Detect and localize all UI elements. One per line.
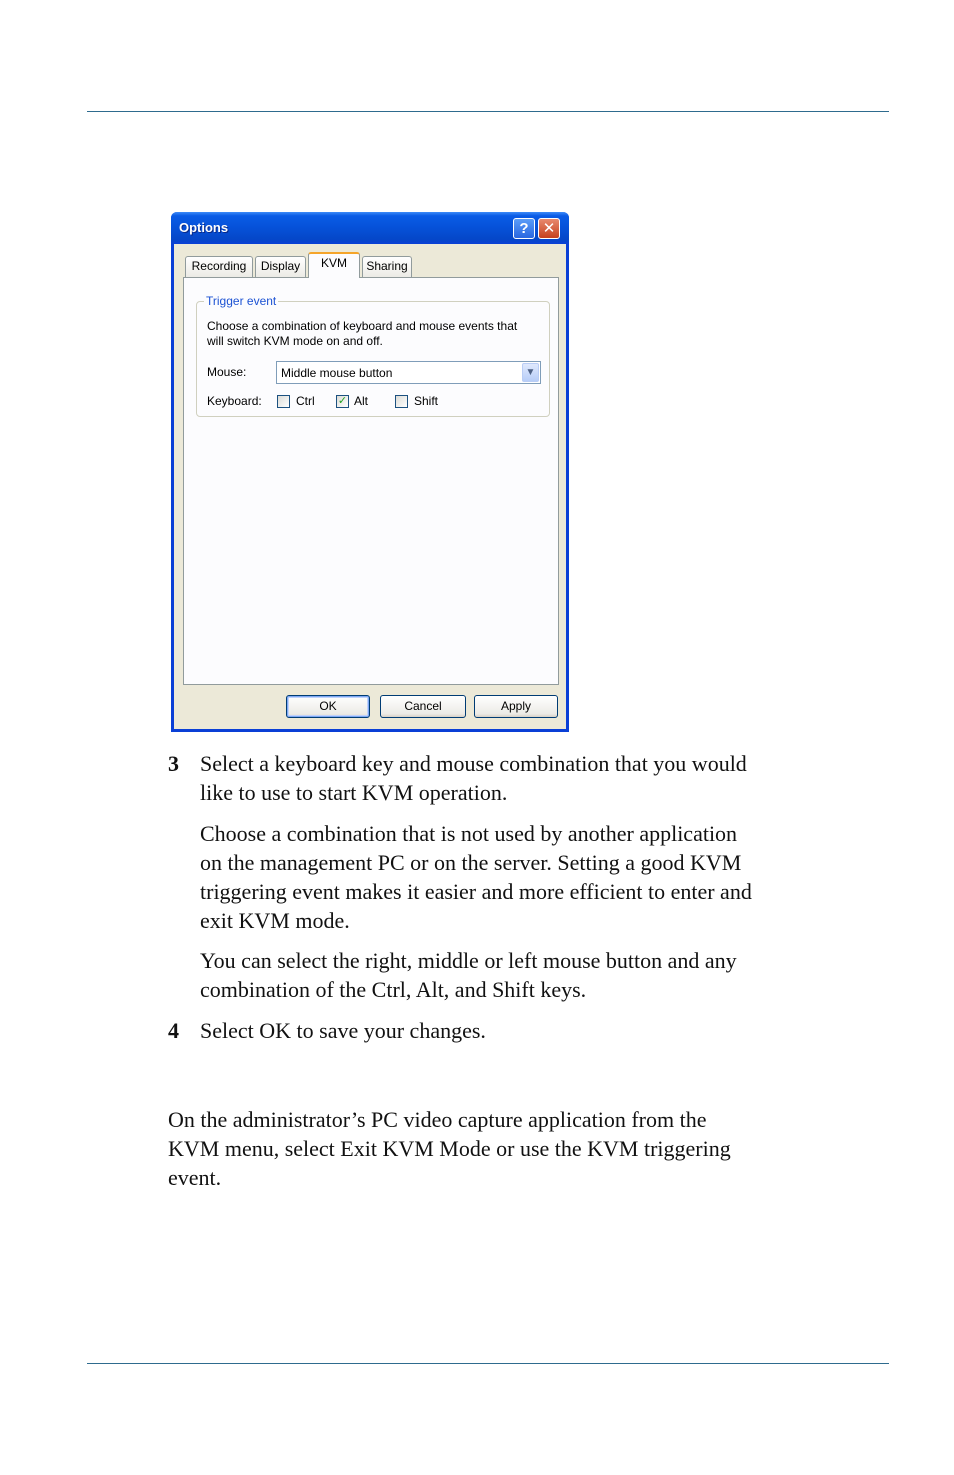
ok-button[interactable]: OK	[286, 695, 370, 718]
trigger-description: Choose a combination of keyboard and mouse events that will switch KVM mode on and off.	[207, 319, 518, 348]
apply-button[interactable]: Apply	[474, 695, 558, 718]
paragraph	[200, 819, 752, 935]
alt-checkbox-label[interactable]: Alt	[354, 394, 369, 408]
step-number: 4	[168, 1018, 179, 1043]
text-line: like to use to start KVM operation.	[200, 780, 508, 805]
dialog-title: Options	[179, 220, 229, 235]
chevron-down-icon[interactable]: ▼	[522, 363, 539, 382]
shift-checkbox[interactable]	[395, 395, 408, 408]
ctrl-checkbox[interactable]	[277, 395, 290, 408]
trigger-event-label: Trigger event	[206, 294, 277, 308]
shift-checkbox-label[interactable]: Shift	[414, 394, 439, 408]
text-line: event.	[168, 1165, 222, 1190]
header-rule	[87, 111, 889, 112]
mouse-select-value: Middle mouse button	[281, 366, 393, 380]
step-number: 3	[168, 751, 179, 776]
alt-checkbox[interactable]	[336, 395, 349, 408]
trigger-event-group	[196, 294, 550, 417]
mouse-select[interactable]	[276, 361, 541, 384]
ctrl-checkbox-label[interactable]: Ctrl	[296, 394, 315, 408]
paragraph	[200, 946, 737, 1004]
text-line: KVM menu, select Exit KVM Mode or use the KVM triggering	[168, 1136, 731, 1161]
tab-recording[interactable]: Recording	[185, 256, 253, 277]
cancel-button[interactable]: Cancel	[380, 695, 466, 718]
text-line: Select a keyboard key and mouse combination that you would	[200, 751, 747, 776]
exit-kvm-paragraph	[168, 1105, 731, 1192]
mouse-label: Mouse:	[207, 365, 247, 379]
checkmark-icon: ✓	[337, 395, 348, 407]
text-line: Choose a combination that is not used by another application	[200, 821, 738, 846]
tab-kvm[interactable]: KVM	[308, 252, 360, 278]
tab-display[interactable]: Display	[255, 256, 306, 277]
close-icon[interactable]: ✕	[538, 218, 560, 239]
footer-rule	[87, 1363, 889, 1364]
text-line: triggering event makes it easier and more efficient to enter and	[200, 879, 752, 904]
help-icon[interactable]: ?	[513, 218, 535, 239]
text-line: combination of the Ctrl, Alt, and Shift keys.	[200, 977, 587, 1002]
text-line: Select OK to save your changes.	[200, 1018, 486, 1043]
keyboard-label: Keyboard:	[207, 394, 262, 408]
text-line: On the administrator’s PC video capture application from the	[168, 1107, 707, 1132]
text-line: on the management PC or on the server. Setting a good KVM	[200, 850, 742, 875]
options-dialog	[171, 212, 569, 732]
tab-sharing[interactable]: Sharing	[362, 256, 412, 277]
text-line: You can select the right, middle or left mouse button and any	[200, 948, 737, 973]
text-line: exit KVM mode.	[200, 908, 350, 933]
kvm-tab-panel	[183, 277, 559, 685]
step-text	[200, 1016, 486, 1045]
step-text	[200, 749, 747, 807]
dialog-titlebar	[171, 212, 569, 244]
